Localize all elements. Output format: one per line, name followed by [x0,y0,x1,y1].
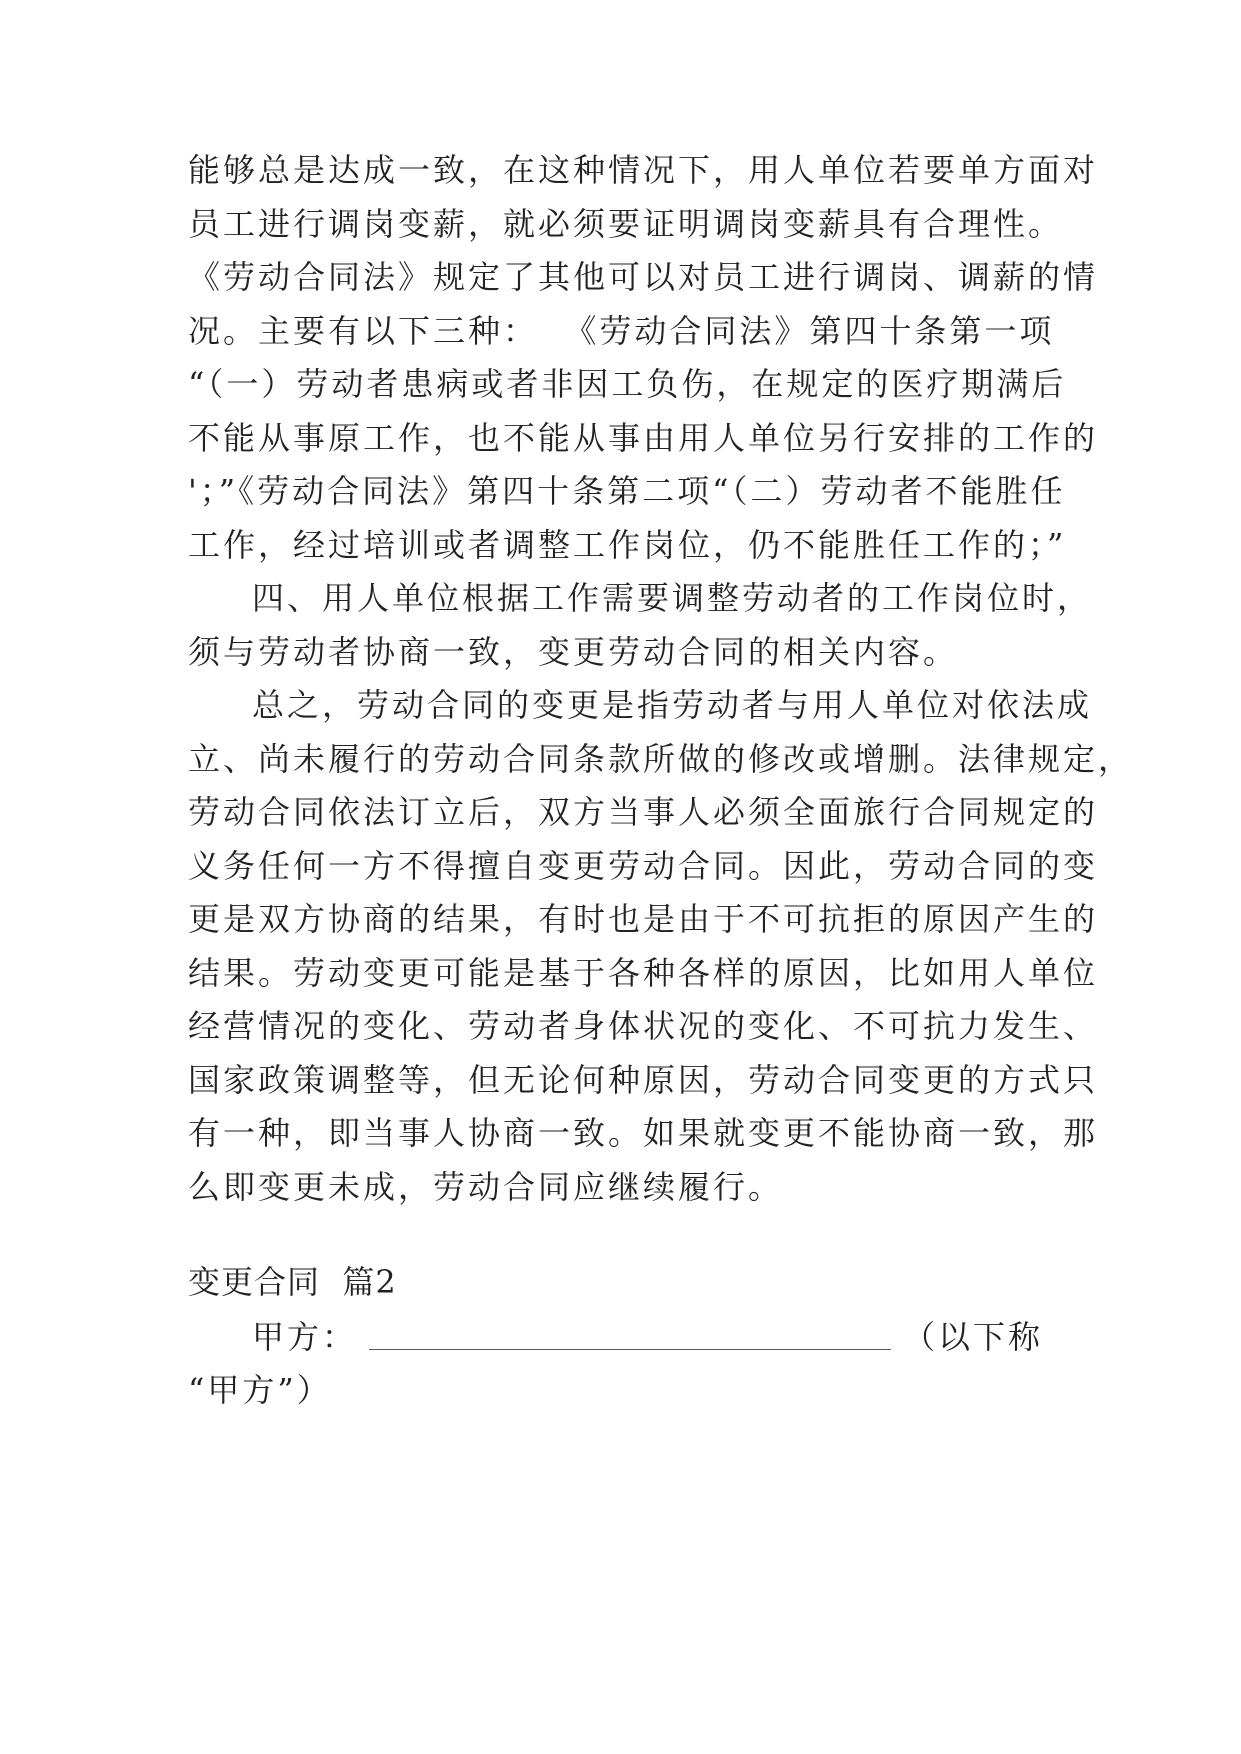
text-line: “（一）劳动者患病或者非因工负伤，在规定的医疗期满后 [188,365,1067,403]
party-a-label: 甲方： [252,1318,358,1356]
text-line: 员工进行调岗变薪，就必须要证明调岗变薪具有合理性。 [188,205,1064,243]
text-line: 么即变更未成，劳动合同应继续履行。 [188,1168,784,1206]
text-line: 总之，劳动合同的变更是指劳动者与用人单位对依法成 [252,686,1093,724]
text-line: 有一种，即当事人协商一致。如果就变更不能协商一致，那 [188,1114,1099,1152]
text-line: 须与劳动者协商一致，变更劳动合同的相关内容。 [188,633,959,671]
text-line: 不能从事原工作，也不能从事由用人单位另行安排的工作的 [188,419,1099,457]
text-line: '；”《劳动合同法》第四十条第二项“（二）劳动者不能胜任 [188,472,1066,510]
section-heading: 变更合同 篇2 [188,1263,397,1301]
text-line: 义务任何一方不得擅自变更劳动合同。因此，劳动合同的变 [188,847,1099,885]
party-a-suffix: （以下称 [903,1318,1044,1356]
text-line: 结果。劳动变更可能是基于各种各样的原因，比如用人单位 [188,954,1099,992]
party-a-line [252,1317,1048,1357]
party-a-continuation: “甲方”） [188,1371,332,1409]
text-line: 能够总是达成一致，在这种情况下，用人单位若要单方面对 [188,151,1099,189]
text-line: 经营情况的变化、劳动者身体状况的变化、不可抗力发生、 [188,1007,1099,1045]
text-line: 《劳动合同法》规定了其他可以对员工进行调岗、调薪的情 [188,258,1099,296]
text-line: 工作，经过培训或者调整工作岗位，仍不能胜任工作的；” [188,526,1067,564]
party-a-blank [369,1321,891,1350]
text-line: 国家政策调整等，但无论何种原因，劳动合同变更的方式只 [188,1061,1099,1099]
text-line: 况。主要有以下三种： 《劳动合同法》第四十条第一项 [188,312,1055,350]
text-line: 立、尚未履行的劳动合同条款所做的修改或增删。法律规定， [188,740,1134,778]
text-line: 劳动合同依法订立后，双方当事人必须全面旅行合同规定的 [188,793,1099,831]
text-line: 四、用人单位根据工作需要调整劳动者的工作岗位时， [252,579,1093,617]
text-line: 更是双方协商的结果，有时也是由于不可抗拒的原因产生的 [188,900,1099,938]
